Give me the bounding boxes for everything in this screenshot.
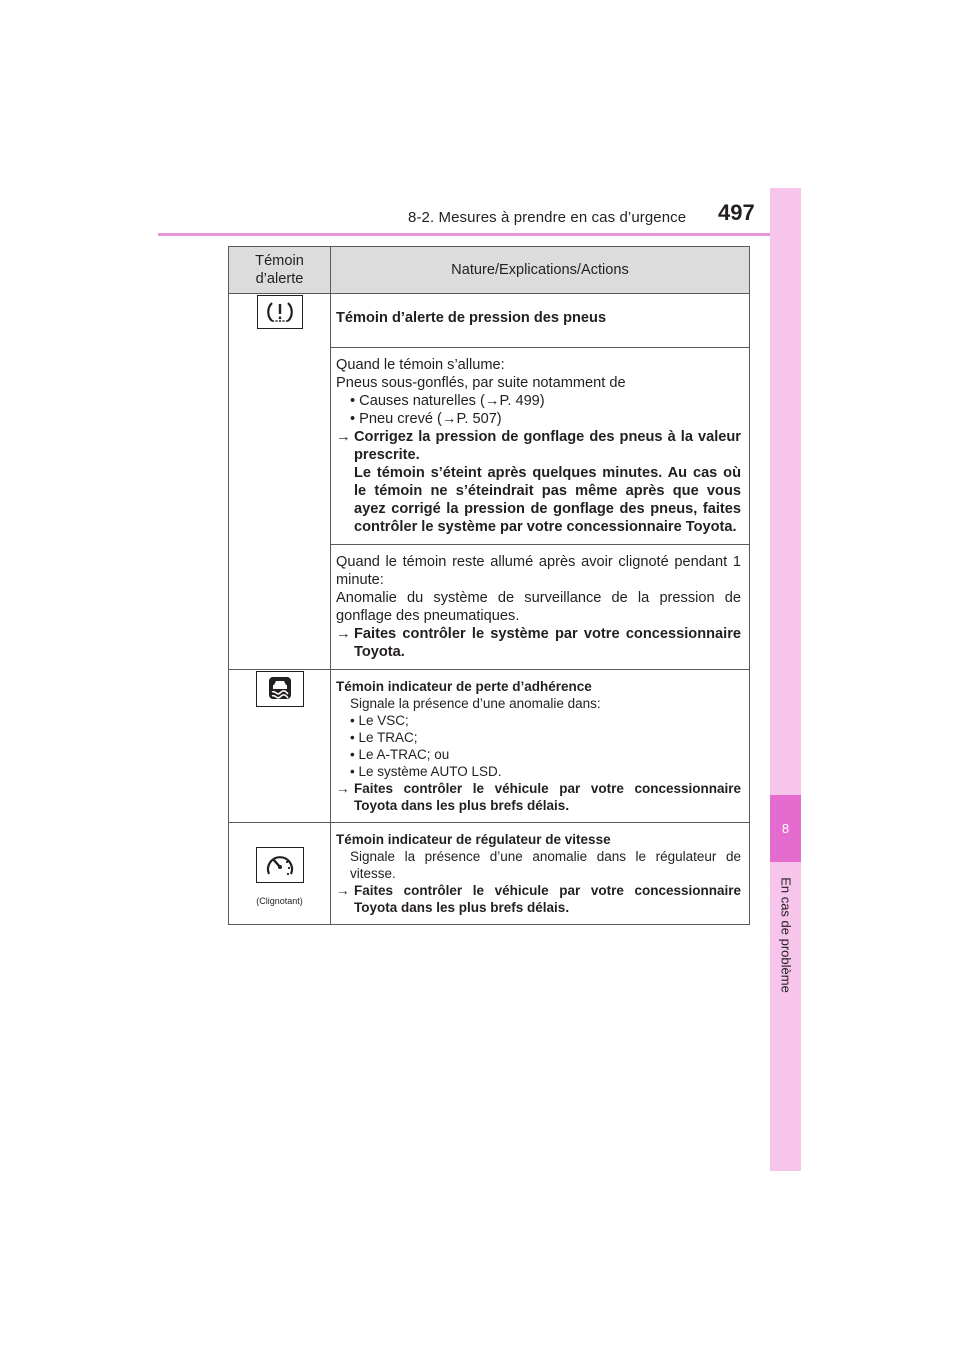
- tpms-block1-cell: [331, 348, 750, 545]
- cruise-action: [336, 882, 741, 916]
- tpms-block2-cell: [331, 545, 750, 670]
- table-row-cruise: [229, 823, 750, 925]
- column-header-icon: Témoin d’alerte: [229, 247, 331, 294]
- page-number: 497: [718, 200, 755, 225]
- table-header-row: [229, 247, 750, 294]
- tpms-icon-cell: [229, 294, 331, 670]
- slip-bullet1: • Le VSC;: [350, 713, 409, 728]
- slip-action-text: Faites contrôler le véhicule par votre concessionnaire Toyota dans les plus brefs délais.: [354, 781, 741, 813]
- side-tab-chapter-number: 8: [770, 795, 801, 862]
- table-row-tpms-title: [229, 294, 750, 348]
- slip-icon-cell: [229, 670, 331, 823]
- tpms-b2-action: [336, 625, 741, 661]
- tpms-b1-bullet2: • Pneu crevé (→P. 507): [350, 411, 502, 427]
- slip-bullet3: • Le A-TRAC; ou: [350, 747, 450, 762]
- cruise-text-cell: [331, 823, 750, 925]
- cruise-control-icon: [256, 847, 304, 883]
- table-row-slip: [229, 670, 750, 823]
- cruise-icon-caption: (Clignotant): [256, 896, 303, 906]
- tpms-b1-intro2: Pneus sous-gonflés, par suite notamment de: [336, 375, 626, 391]
- slip-bullet2: • Le TRAC;: [350, 730, 418, 745]
- arrow-icon: →: [336, 781, 350, 796]
- tpms-b2-action-text: Faites contrôler le système par votre concessionnaire Toyota.: [354, 626, 741, 660]
- arrow-icon: →: [336, 883, 350, 898]
- arrow-icon: →: [336, 429, 351, 445]
- column-header-description: Nature/Explications/Actions: [331, 247, 750, 294]
- slip-bullet4: • Le système AUTO LSD.: [350, 764, 502, 779]
- slip-title: Témoin indicateur de perte d’adhérence: [336, 679, 592, 694]
- tpms-b1-intro1: Quand le témoin s’allume:: [336, 357, 505, 373]
- cruise-desc: Signale la présence d’une anomalie dans le régulateur de vitesse.: [350, 849, 741, 881]
- tpms-title: Témoin d’alerte de pression des pneus: [336, 310, 607, 326]
- tire-pressure-warning-icon: [257, 295, 303, 329]
- warning-lights-table: [228, 246, 750, 925]
- tpms-b1-action: [336, 428, 741, 536]
- side-tab-band: [770, 188, 801, 1171]
- tpms-b1-action-text2: Le témoin s’éteint après quelques minutes. Au cas où le témoin ne s’éteindrait pas même après que vous ayez corrigé la pression de gonflage des pneus, faites contrôler le système par votre concessionnaire Toyota.: [354, 465, 741, 535]
- tpms-title-cell: [331, 294, 750, 348]
- section-header-title: 8-2. Mesures à prendre en cas d’urgence: [408, 209, 687, 226]
- cruise-action-text: Faites contrôler le véhicule par votre concessionnaire Toyota dans les plus brefs délais.: [354, 883, 741, 915]
- slip-action: [336, 780, 741, 814]
- slip-desc: Signale la présence d’une anomalie dans:: [350, 696, 601, 711]
- cruise-icon-cell: [229, 823, 331, 925]
- side-tab-chapter-label: En cas de problème: [778, 877, 794, 993]
- slip-text-cell: [331, 670, 750, 823]
- arrow-icon: →: [336, 626, 351, 642]
- tpms-b2-desc: Anomalie du système de surveillance de la pression de gonflage des pneumatiques.: [336, 590, 741, 624]
- cruise-title: Témoin indicateur de régulateur de vitesse: [336, 832, 611, 847]
- header-rule: [158, 233, 801, 236]
- tpms-b2-intro: Quand le témoin reste allumé après avoir clignoté pendant 1 minute:: [336, 554, 741, 588]
- tpms-b1-action-text: Corrigez la pression de gonflage des pneus à la valeur prescrite.: [354, 429, 741, 463]
- tpms-b1-bullet1: • Causes naturelles (→P. 499): [350, 393, 545, 409]
- slip-indicator-icon: [256, 671, 304, 707]
